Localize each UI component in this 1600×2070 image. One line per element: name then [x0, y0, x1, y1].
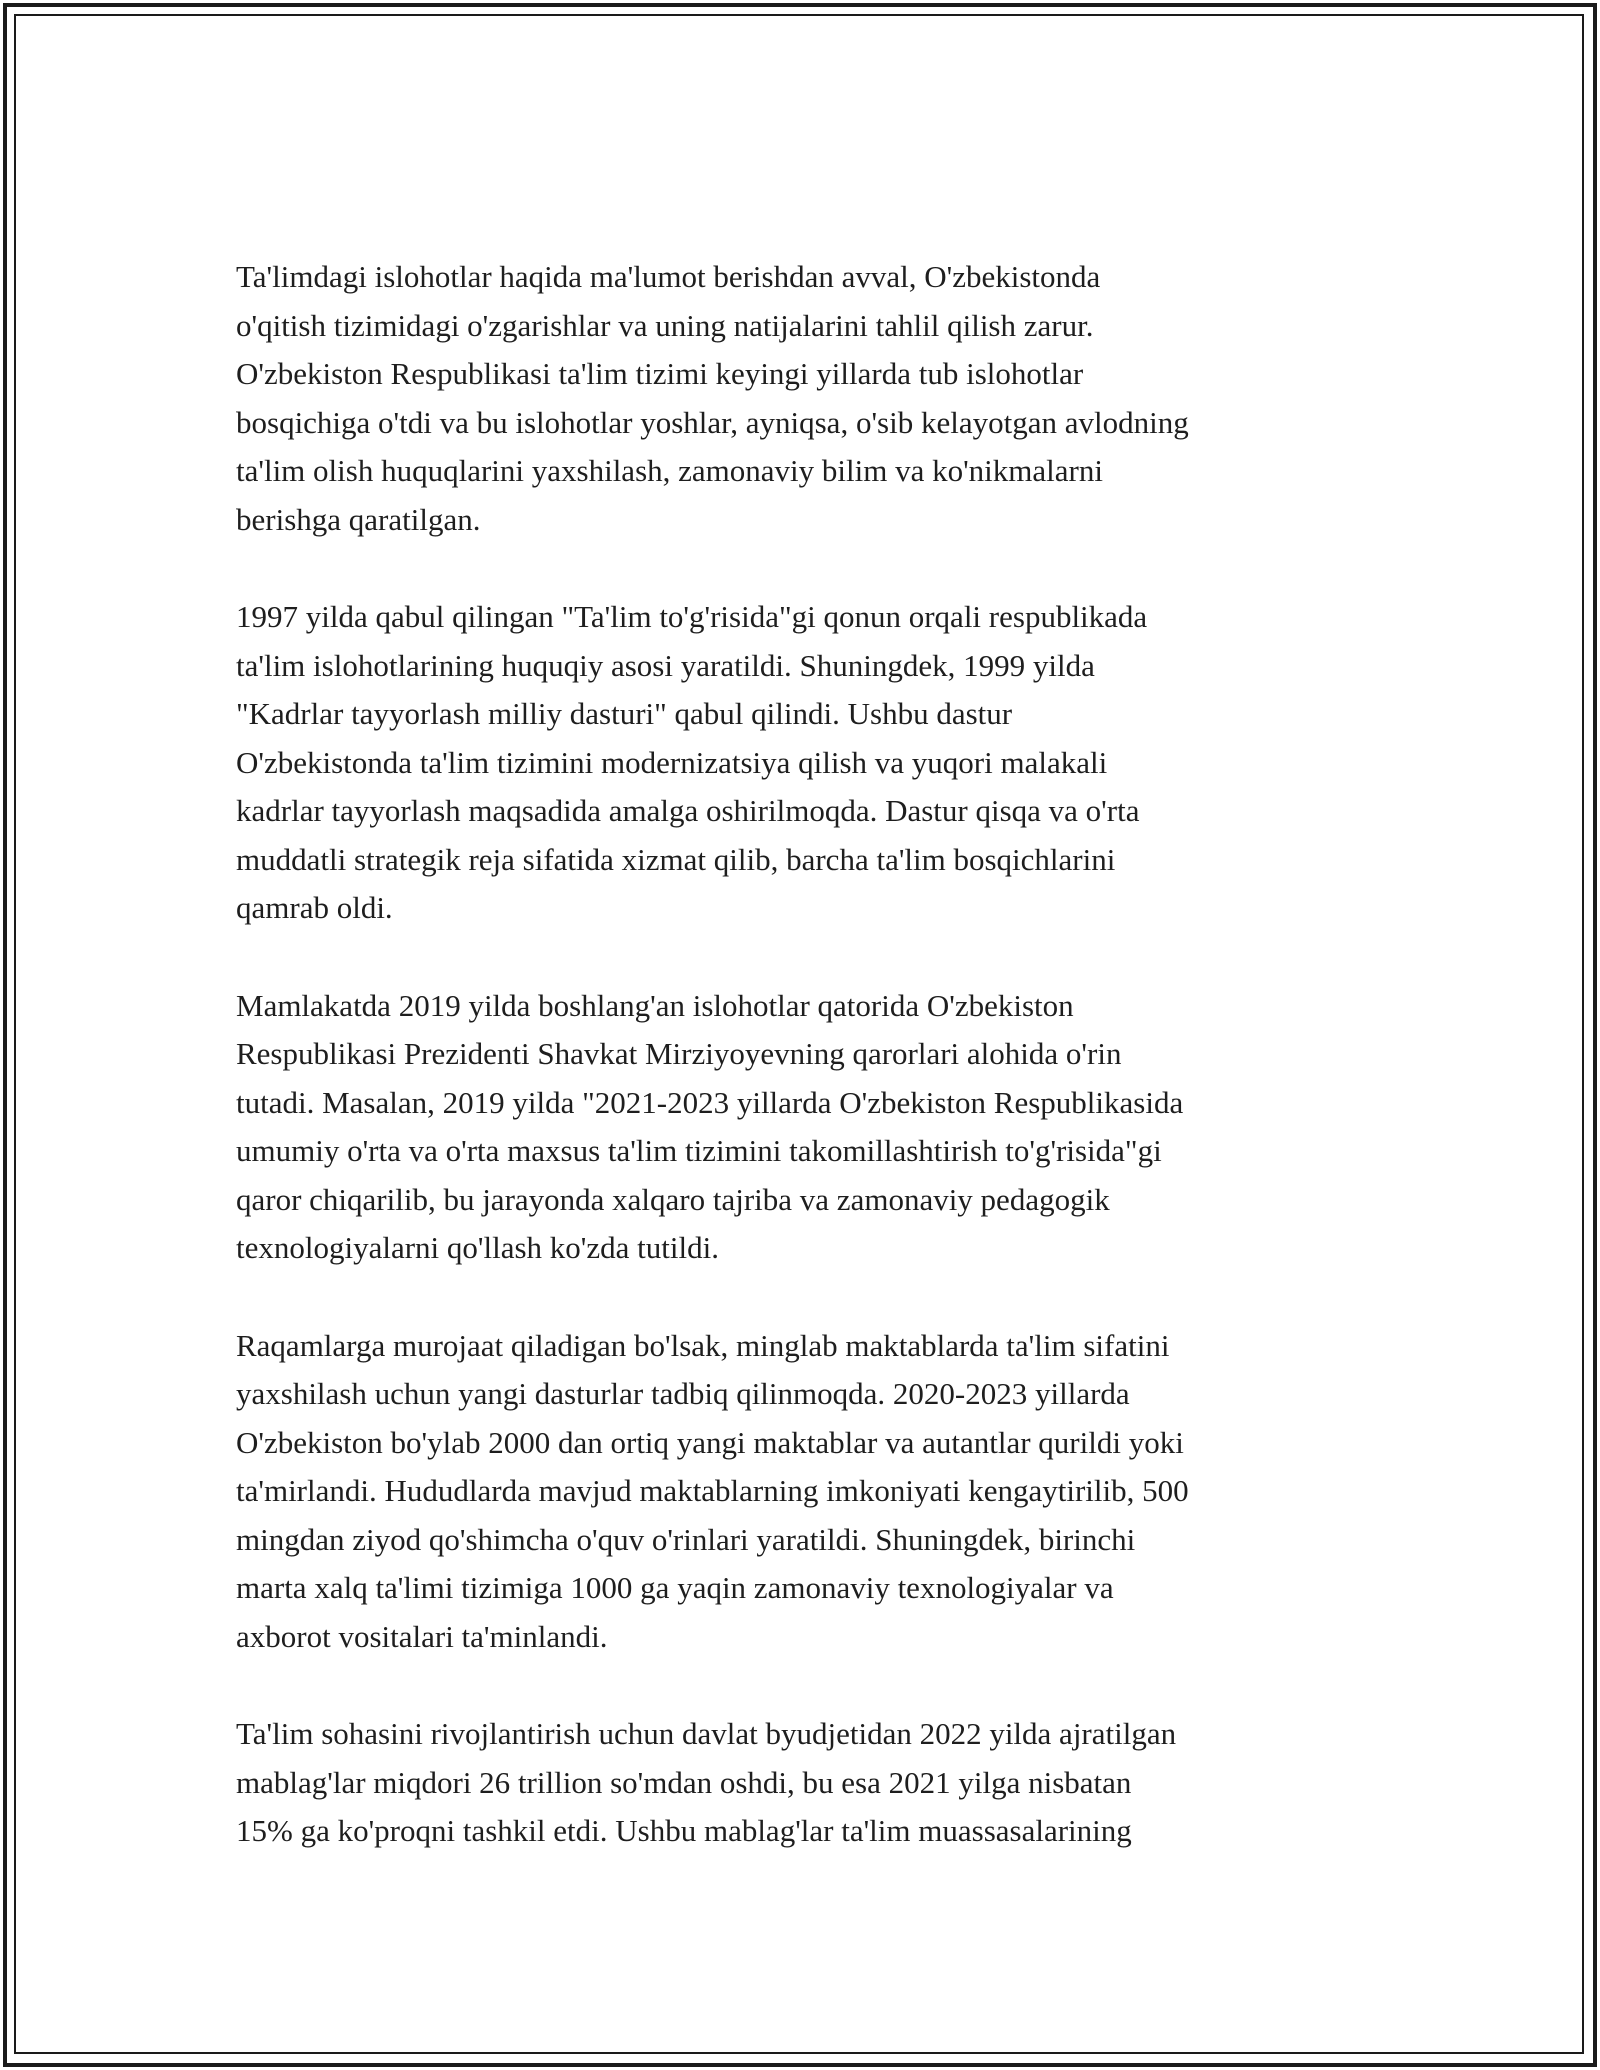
text-line: mingdan ziyod qo'shimcha o'quv o'rinlari yaratildi. Shuningdek, birinchi — [236, 1521, 1136, 1557]
text-line: bosqichiga o'tdi va bu islohotlar yoshlar, ayniqsa, o'sib kelayotgan avlodning — [236, 404, 1189, 440]
text-line: axborot vositalari ta'minlandi. — [236, 1618, 608, 1654]
paragraph-3 — [236, 982, 1376, 1273]
text-line: 1997 yilda qabul qilingan "Ta'lim to'g'risida"gi qonun orqali respublikada — [236, 599, 1148, 634]
paragraph-2 — [236, 593, 1376, 933]
text-line: Respublikasi Prezidenti Shavkat Mirziyoyevning qarorlari alohida o'rin — [236, 1036, 1122, 1071]
text-line: ta'lim olish huquqlarini yaxshilash, zamonaviy bilim va ko'nikmalarni — [236, 453, 1103, 488]
text-line: muddatli strategik reja sifatida xizmat qilib, barcha ta'lim bosqichlarini — [236, 841, 1116, 877]
text-line: qamrab oldi. — [236, 890, 393, 925]
text-line: marta xalq ta'limi tizimiga 1000 ga yaqin zamonaviy texnologiyalar va — [236, 1570, 1114, 1605]
text-line: "Kadrlar tayyorlash milliy dasturi" qabul qilindi. Ushbu dastur — [236, 696, 1013, 731]
text-line: mablag'lar miqdori 26 trillion so'mdan oshdi, bu esa 2021 yilga nisbatan — [236, 1764, 1132, 1800]
text-line: tutadi. Masalan, 2019 yilda "2021-2023 yillarda O'zbekiston Respublikasida — [236, 1084, 1184, 1120]
paragraph-4 — [236, 1322, 1376, 1662]
text-line: O'zbekiston Respublikasi ta'lim tizimi keyingi yillarda tub islohotlar — [236, 356, 1084, 391]
text-line: berishga qaratilgan. — [236, 501, 481, 537]
text-line: ta'lim islohotlarining huquqiy asosi yaratildi. Shuningdek, 1999 yilda — [236, 647, 1095, 683]
text-line: Ta'limdagi islohotlar haqida ma'lumot berishdan avval, O'zbekistonda — [236, 259, 1101, 294]
text-line: O'zbekiston bo'ylab 2000 dan ortiq yangi maktablar va autantlar qurildi yoki — [236, 1424, 1184, 1460]
text-line: 15% ga ko'proqni tashkil etdi. Ushbu mablag'lar ta'lim muassasalarining — [236, 1813, 1132, 1848]
text-line: qaror chiqarilib, bu jarayonda xalqaro tajriba va zamonaviy pedagogik — [236, 1181, 1110, 1217]
text-line: umumiy o'rta va o'rta maxsus ta'lim tizimini takomillashtirish to'g'risida"gi — [236, 1133, 1162, 1168]
paragraph-5 — [236, 1710, 1376, 1856]
text-line: kadrlar tayyorlash maqsadida amalga oshirilmoqda. Dastur qisqa va o'rta — [236, 793, 1140, 828]
text-line: o'qitish tizimidagi o'zgarishlar va uning natijalarini tahlil qilish zarur. — [236, 307, 1094, 343]
text-line: yaxshilash uchun yangi dasturlar tadbiq qilinmoqda. 2020-2023 yillarda — [236, 1376, 1130, 1411]
text-line: Raqamlarga murojaat qiladigan bo'lsak, minglab maktablarda ta'lim sifatini — [236, 1327, 1170, 1363]
text-line: ta'mirlandi. Hududlarda mavjud maktablarning imkoniyati kengaytirilib, 500 — [236, 1473, 1189, 1508]
text-line: texnologiyalarni qo'llash ko'zda tutildi. — [236, 1230, 719, 1265]
paragraph-1 — [236, 253, 1376, 544]
text-line: Mamlakatda 2019 yilda boshlang'an islohotlar qatorida O'zbekiston — [236, 987, 1074, 1023]
text-line: O'zbekistonda ta'lim tizimini modernizatsiya qilish va yuqori malakali — [236, 744, 1108, 780]
document-body — [236, 253, 1376, 1905]
text-line: Ta'lim sohasini rivojlantirish uchun davlat byudjetidan 2022 yilda ajratilgan — [236, 1716, 1177, 1751]
